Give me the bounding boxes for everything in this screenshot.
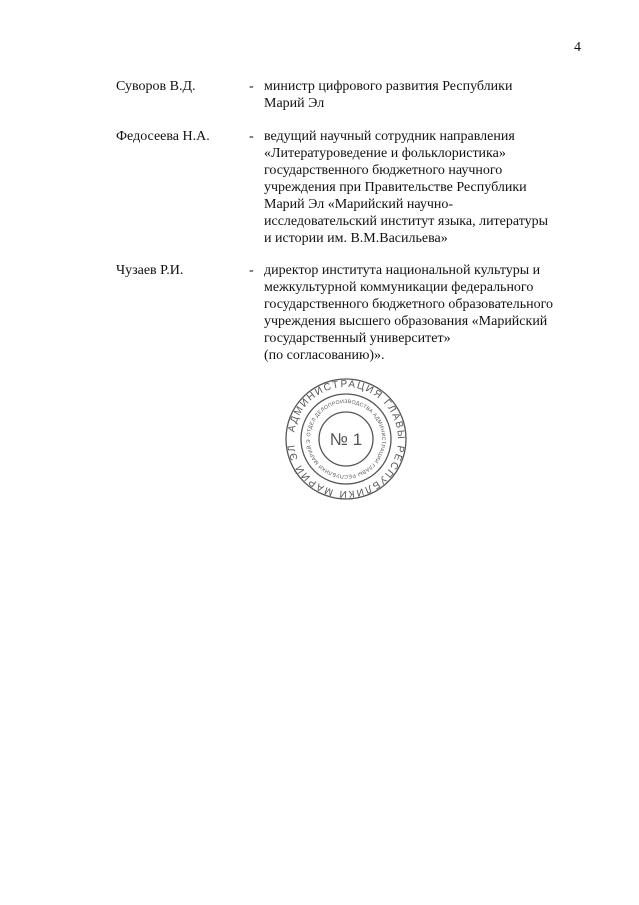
role-line: и истории им. В.М.Васильева» [264, 231, 448, 246]
role-line: «Литературоведение и фольклористика» [264, 146, 506, 161]
role-line: государственного бюджетного образовательного [264, 297, 554, 312]
role-line: межкультурной коммуникации федерального [264, 280, 534, 295]
role-line: директор института национальной культуры и [264, 263, 541, 278]
role-line: министр цифрового развития Республики [264, 79, 513, 94]
role-line: государственный университет» [264, 331, 451, 346]
dash: - [249, 129, 254, 144]
seal-inner-text: ОТДЕЛ ДЕЛОПРОИЗВОДСТВА АДМИНИСТРАЦИИ ГЛАВЫ РЕСПУБЛИКИ МАРИЙ Э [305, 398, 387, 480]
dash: - [249, 79, 254, 94]
seal-outer-text: АДМИНИСТРАЦИЯ ГЛАВЫ РЕСПУБЛИКИ МАРИЙ ЭЛ [286, 378, 407, 500]
person-name: Федосеева Н.А. [116, 129, 210, 144]
role-line: Марий Эл «Марийский научно- [264, 197, 454, 212]
role-line: (по согласованию)». [264, 348, 385, 363]
role-line: государственного бюджетного научного [264, 163, 503, 178]
person-role [264, 128, 578, 247]
person-role [264, 78, 578, 112]
seal-center-number: № 1 [329, 430, 363, 449]
official-seal [284, 377, 408, 501]
role-line: Марий Эл [264, 96, 325, 111]
role-line: исследовательский институт языка, литературы [264, 214, 549, 229]
role-line: учреждения высшего образования «Марийский [264, 314, 548, 329]
person-name: Чузаев Р.И. [116, 263, 184, 278]
role-line: учреждения при Правительстве Республики [264, 180, 527, 195]
person-name: Суворов В.Д. [116, 79, 196, 94]
dash: - [249, 263, 254, 278]
role-line: ведущий научный сотрудник направления [264, 129, 515, 144]
person-role [264, 262, 578, 364]
seal-graphic [284, 377, 408, 501]
page-number: 4 [574, 40, 581, 55]
